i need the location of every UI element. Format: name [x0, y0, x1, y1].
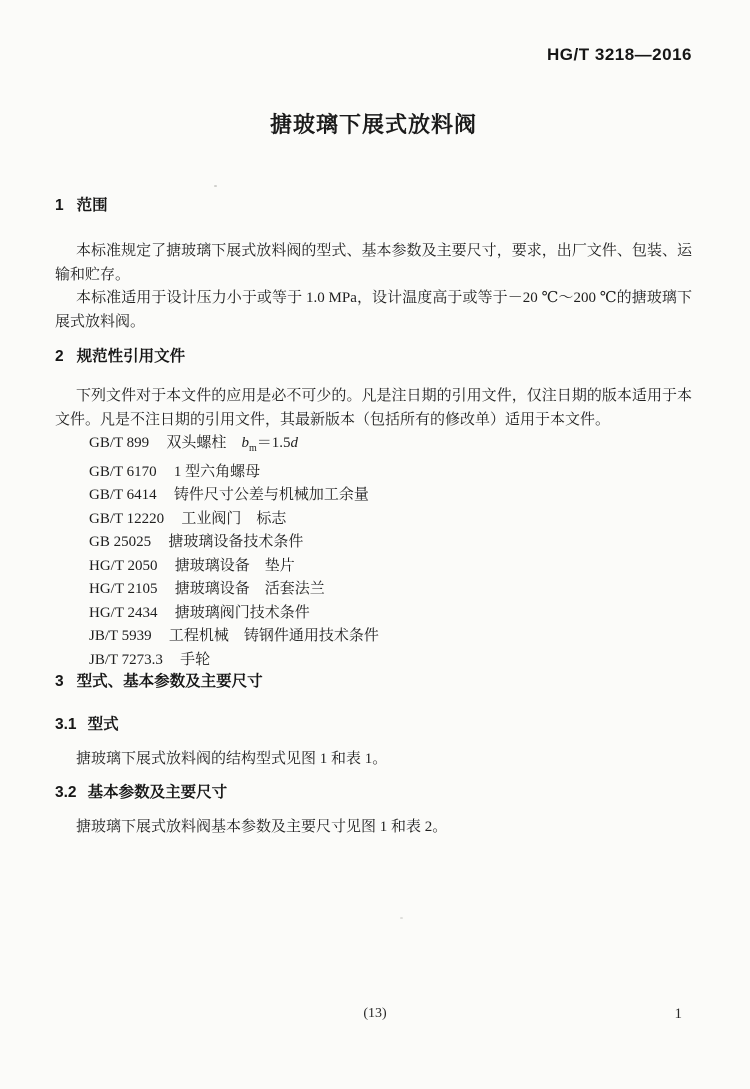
scan-speck: [400, 917, 403, 919]
reference-code: HG/T 2050: [89, 557, 158, 574]
reference-title: 搪玻璃设备技术条件: [168, 534, 304, 551]
section-3-2-heading: [55, 784, 692, 802]
section-1-number: 1: [55, 197, 64, 214]
reference-list: [55, 432, 692, 672]
page-number: 1: [674, 1006, 682, 1022]
page-footer: [0, 1006, 750, 1028]
reference-code: HG/T 2105: [89, 581, 158, 598]
section-2-heading: [55, 348, 692, 366]
scope-paragraph-1: 本标准规定了搪玻璃下展式放料阀的型式、基本参数及主要尺寸，要求，出厂文件、包装、运输和贮存。: [55, 243, 692, 283]
section-3-1-number: 3.1: [55, 716, 77, 734]
reference-code: JB/T 5939: [89, 628, 152, 645]
reference-code: GB/T 12220: [89, 510, 165, 527]
section-3-1-title: 型式: [87, 716, 119, 734]
formula-subscript-m: m: [248, 443, 257, 455]
reference-title: 搪玻璃设备 垫片: [174, 557, 295, 574]
reference-code: JB/T 7273.3: [89, 651, 163, 668]
reference-item: [89, 531, 692, 555]
section-1-title: 范围: [76, 197, 108, 214]
section-3-1-heading: [55, 716, 692, 734]
standard-code: HG/T 3218—2016: [547, 45, 692, 64]
references-intro-paragraph: 下列文件对于本文件的应用是必不可少的。凡是注日期的引用文件，仅注日期的版本适用于本文件。凡是不注日期的引用文件，其最新版本（包括所有的修改单）适用于本文件。: [55, 387, 692, 428]
reference-item: [89, 508, 692, 532]
reference-item: [89, 461, 692, 485]
scope-paragraph-2: 本标准适用于设计压力小于或等于 1.0 MPa，设计温度高于或等于－20 ℃～200 ℃的搪玻璃下展式放料阀。: [55, 290, 692, 331]
reference-title: 铸件尺寸公差与机械加工余量: [173, 487, 369, 504]
section-3-2-title: 基本参数及主要尺寸: [87, 783, 228, 801]
reference-item: [89, 432, 692, 461]
formula-variable-b: b: [241, 435, 249, 452]
reference-title: 1 型六角螺母: [173, 463, 261, 480]
footer-folio: (13): [363, 1006, 387, 1021]
reference-item: [89, 555, 692, 579]
section-2-number: 2: [55, 347, 64, 365]
formula-variable-d: d: [290, 435, 298, 452]
reference-item: [89, 578, 692, 602]
section-3-number: 3: [55, 673, 64, 691]
reference-code: GB/T 6170: [89, 463, 157, 480]
reference-code: HG/T 2434: [89, 604, 158, 621]
section-2-title: 规范性引用文件: [76, 347, 186, 365]
reference-item: [89, 484, 692, 508]
reference-code: GB 25025: [89, 534, 152, 551]
reference-title: 搪玻璃设备 活套法兰: [174, 581, 325, 598]
formula-equals-value: ＝1.5: [256, 435, 291, 452]
scan-speck: [214, 185, 217, 187]
reference-title: 双头螺柱: [166, 435, 227, 452]
reference-formula: [226, 435, 298, 455]
section-1-heading: [55, 197, 692, 215]
page-header: [55, 45, 692, 65]
reference-title: 手轮: [180, 651, 211, 668]
document-title: 搪玻璃下展式放料阀: [269, 112, 477, 137]
section-3-2-number: 3.2: [55, 783, 77, 801]
section-3-2-paragraph: 搪玻璃下展式放料阀基本参数及主要尺寸见图 1 和表 2。: [76, 818, 448, 835]
reference-item: [89, 602, 692, 626]
section-3-1-paragraph: 搪玻璃下展式放料阀的结构型式见图 1 和表 1。: [76, 751, 388, 768]
reference-title: 搪玻璃阀门技术条件: [174, 604, 310, 621]
reference-item: [89, 625, 692, 649]
section-3-title: 型式、基本参数及主要尺寸: [76, 673, 263, 691]
reference-title: 工程机械 铸钢件通用技术条件: [168, 628, 379, 645]
reference-title: 工业阀门 标志: [181, 510, 287, 527]
reference-code: GB/T 899: [89, 435, 150, 452]
section-3-heading: [55, 673, 692, 691]
reference-item: [89, 649, 692, 673]
reference-code: GB/T 6414: [89, 487, 157, 504]
